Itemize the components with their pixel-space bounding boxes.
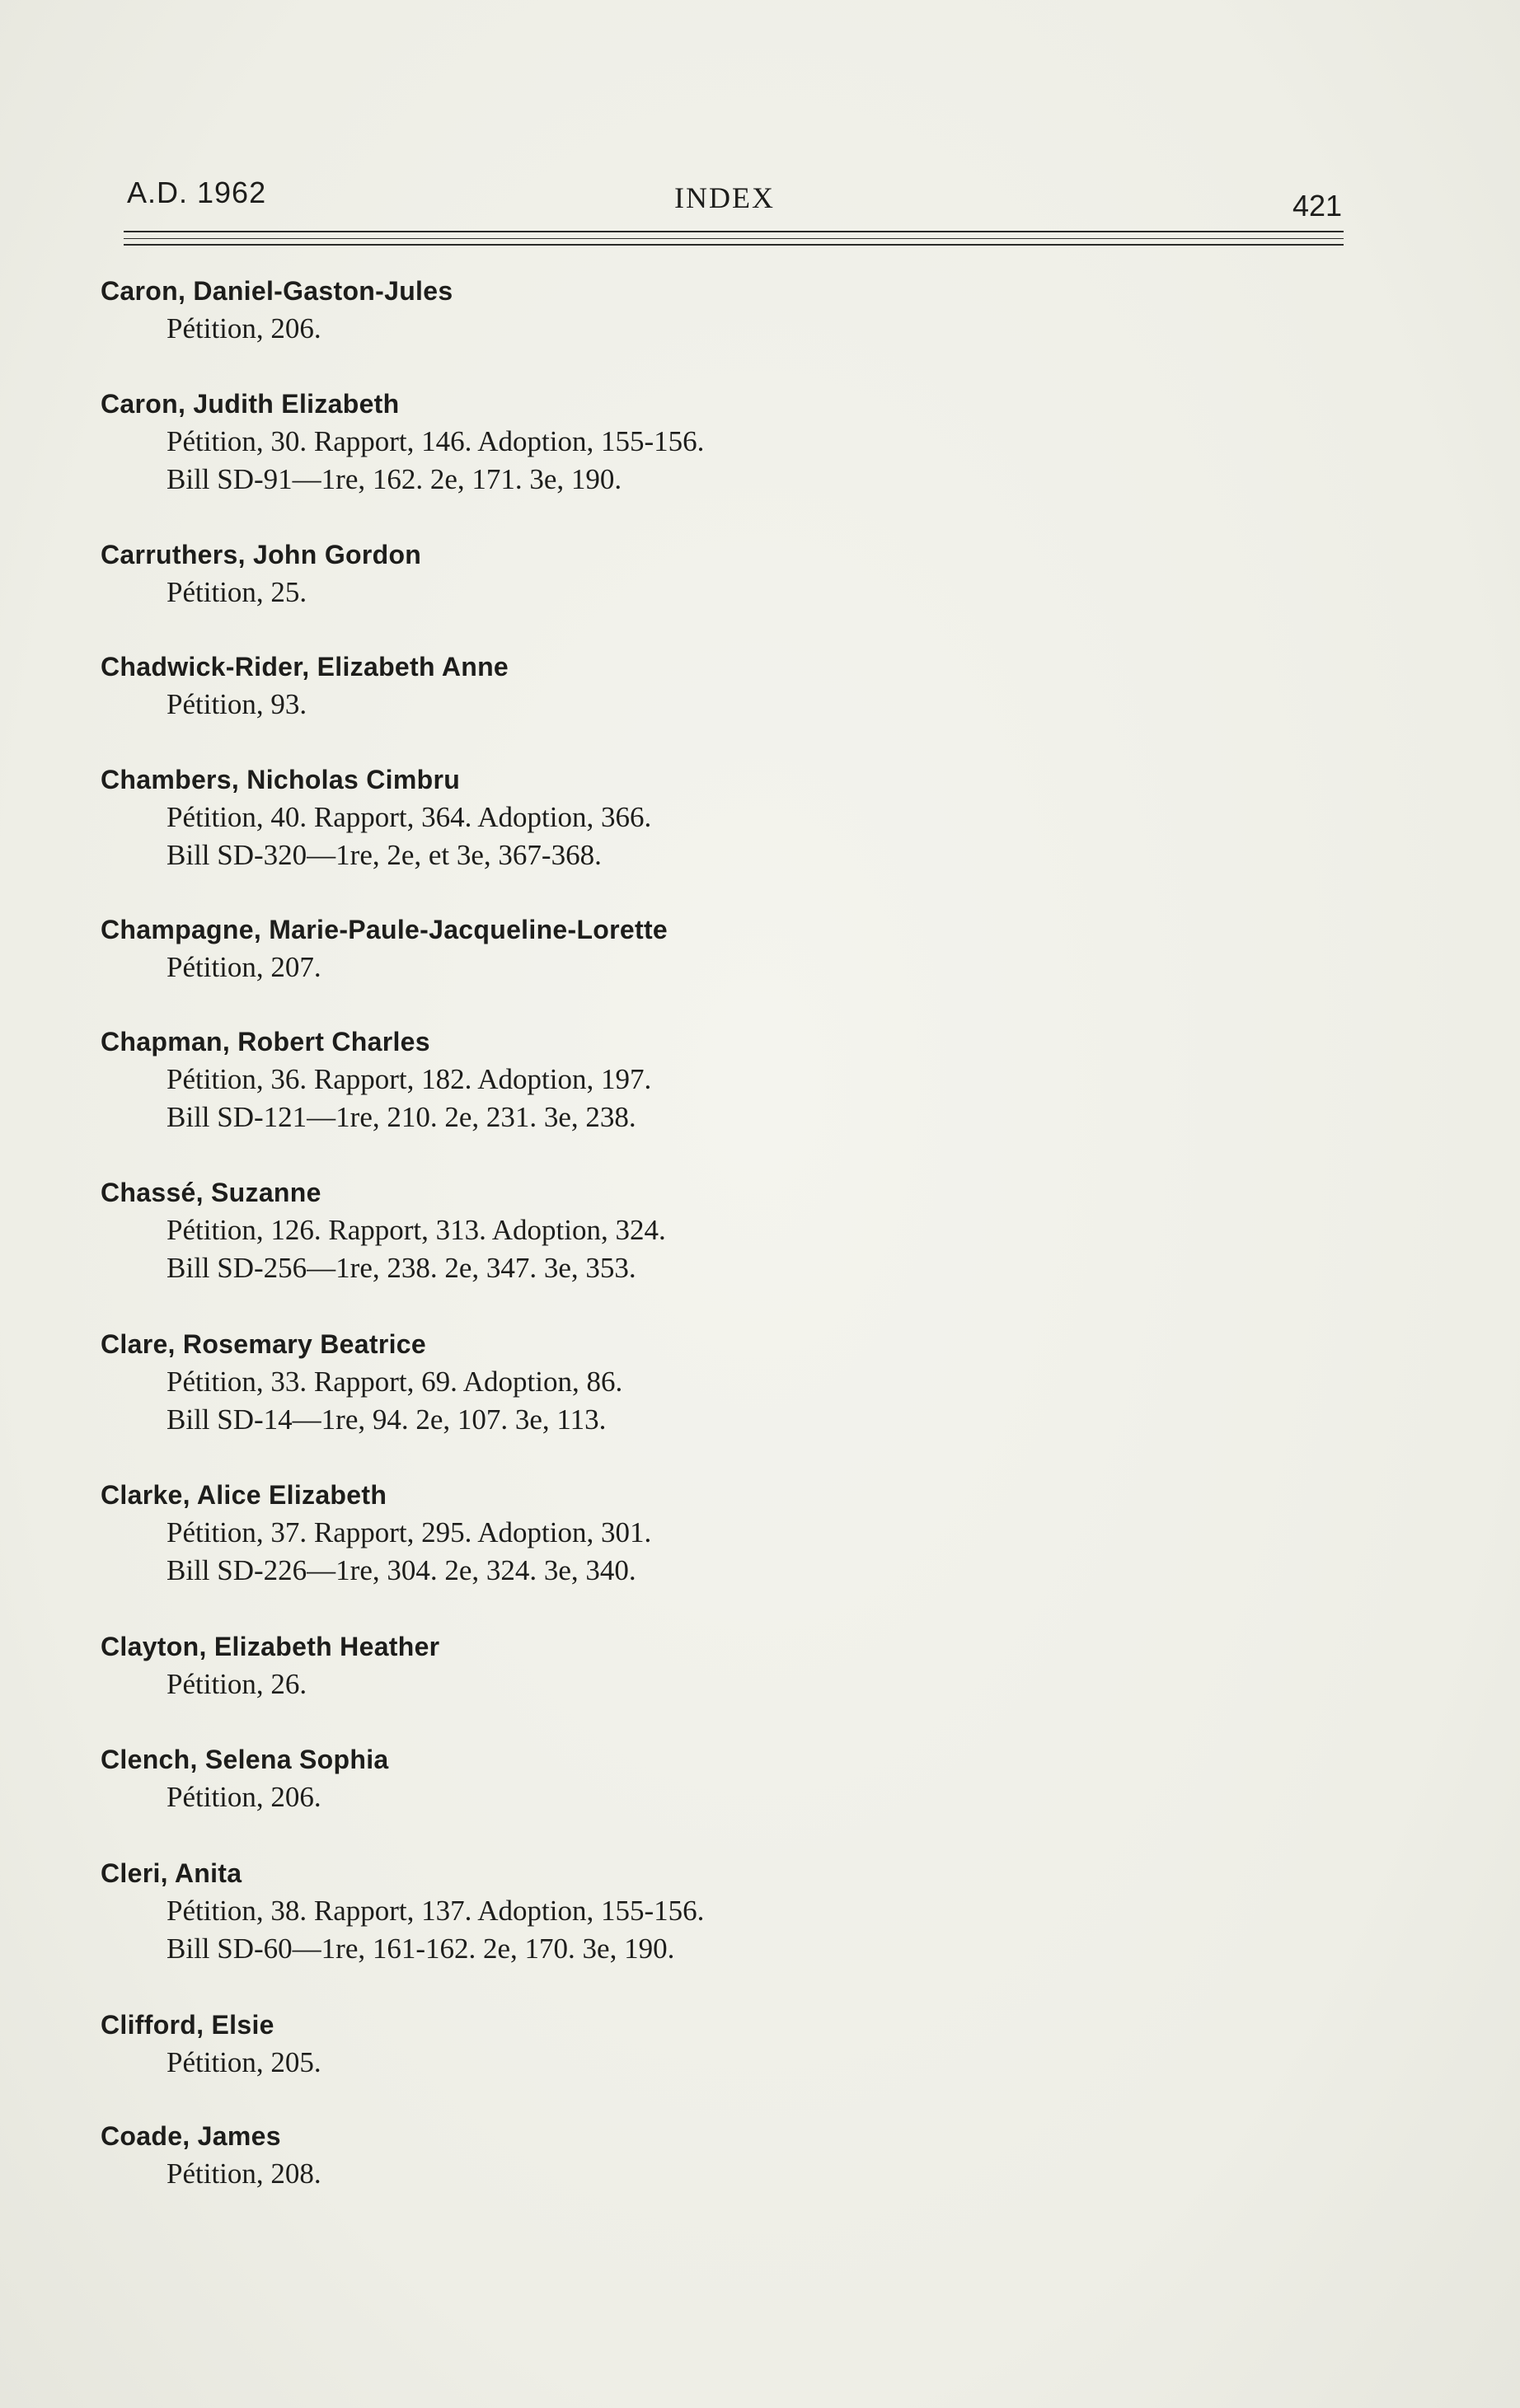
entry-detail: Pétition, 207. — [167, 951, 321, 983]
entry-detail: Pétition, 26. — [167, 1668, 307, 1700]
entry-name: Chassé, Suzanne — [101, 1178, 321, 1207]
entry-name: Caron, Judith Elizabeth — [101, 389, 400, 419]
header-rule-middle — [124, 238, 1344, 239]
entry-name: Chadwick-Rider, Elizabeth Anne — [101, 652, 509, 682]
entry-detail: Pétition, 33. Rapport, 69. Adoption, 86. — [167, 1366, 623, 1398]
entry-name: Clench, Selena Sophia — [101, 1745, 389, 1774]
entry-name: Chambers, Nicholas Cimbru — [101, 765, 461, 794]
index-entry — [101, 1023, 1172, 1136]
index-entry — [101, 1325, 1172, 1439]
entry-name: Cleri, Anita — [101, 1858, 242, 1888]
entry-detail: Bill SD-320—1re, 2e, et 3e, 367-368. — [167, 839, 602, 871]
entry-detail: Pétition, 36. Rapport, 182. Adoption, 197. — [167, 1063, 652, 1095]
entry-name: Carruthers, John Gordon — [101, 540, 422, 569]
index-entry — [101, 272, 1172, 348]
index-entry — [101, 761, 1172, 874]
index-entry — [101, 648, 1172, 724]
index-entry — [101, 2006, 1172, 2082]
entry-name: Coade, James — [101, 2121, 281, 2151]
index-entry — [101, 2117, 1172, 2193]
entry-detail: Bill SD-226—1re, 304. 2e, 324. 3e, 340. — [167, 1554, 636, 1586]
entry-detail: Pétition, 40. Rapport, 364. Adoption, 366. — [167, 801, 652, 833]
entry-detail: Pétition, 205. — [167, 2046, 321, 2078]
entry-name: Chapman, Robert Charles — [101, 1027, 430, 1056]
entry-name: Clare, Rosemary Beatrice — [101, 1329, 426, 1359]
entry-name: Clayton, Elizabeth Heather — [101, 1632, 440, 1661]
index-entry — [101, 536, 1172, 611]
index-entry — [101, 385, 1172, 499]
index-entry — [101, 1854, 1172, 1968]
header-rule-bottom — [124, 244, 1344, 246]
entry-detail: Pétition, 208. — [167, 2157, 321, 2190]
entry-detail: Bill SD-14—1re, 94. 2e, 107. 3e, 113. — [167, 1403, 607, 1436]
entry-detail: Pétition, 126. Rapport, 313. Adoption, 324. — [167, 1214, 666, 1246]
entry-detail: Pétition, 37. Rapport, 295. Adoption, 301. — [167, 1516, 652, 1548]
entry-detail: Bill SD-121—1re, 210. 2e, 231. 3e, 238. — [167, 1101, 636, 1133]
entry-detail: Pétition, 25. — [167, 576, 307, 608]
entry-detail: Bill SD-91—1re, 162. 2e, 171. 3e, 190. — [167, 463, 622, 495]
entry-detail: Pétition, 30. Rapport, 146. Adoption, 155-156. — [167, 425, 705, 457]
entry-name: Clarke, Alice Elizabeth — [101, 1480, 387, 1510]
entry-detail: Bill SD-256—1re, 238. 2e, 347. 3e, 353. — [167, 1252, 636, 1284]
index-entry — [101, 1740, 1172, 1816]
entry-detail: Pétition, 93. — [167, 688, 307, 720]
page-number: 421 — [1292, 189, 1343, 223]
index-entry — [101, 1628, 1172, 1703]
index-entry — [101, 1174, 1172, 1287]
page-header — [124, 169, 1344, 235]
header-rule-top — [124, 231, 1344, 232]
entry-detail: Pétition, 38. Rapport, 137. Adoption, 155-156. — [167, 1895, 705, 1927]
entry-detail: Pétition, 206. — [167, 1781, 321, 1813]
entry-detail: Bill SD-60—1re, 161-162. 2e, 170. 3e, 190. — [167, 1932, 675, 1965]
header-title: INDEX — [674, 181, 775, 214]
entry-name: Champagne, Marie-Paule-Jacqueline-Lorette — [101, 915, 669, 944]
entry-name: Caron, Daniel-Gaston-Jules — [101, 276, 453, 306]
entry-name: Clifford, Elsie — [101, 2010, 274, 2040]
index-entry — [101, 1476, 1172, 1590]
index-entry — [101, 911, 1172, 986]
header-date: A.D. 1962 — [127, 176, 267, 209]
entry-detail: Pétition, 206. — [167, 312, 321, 344]
